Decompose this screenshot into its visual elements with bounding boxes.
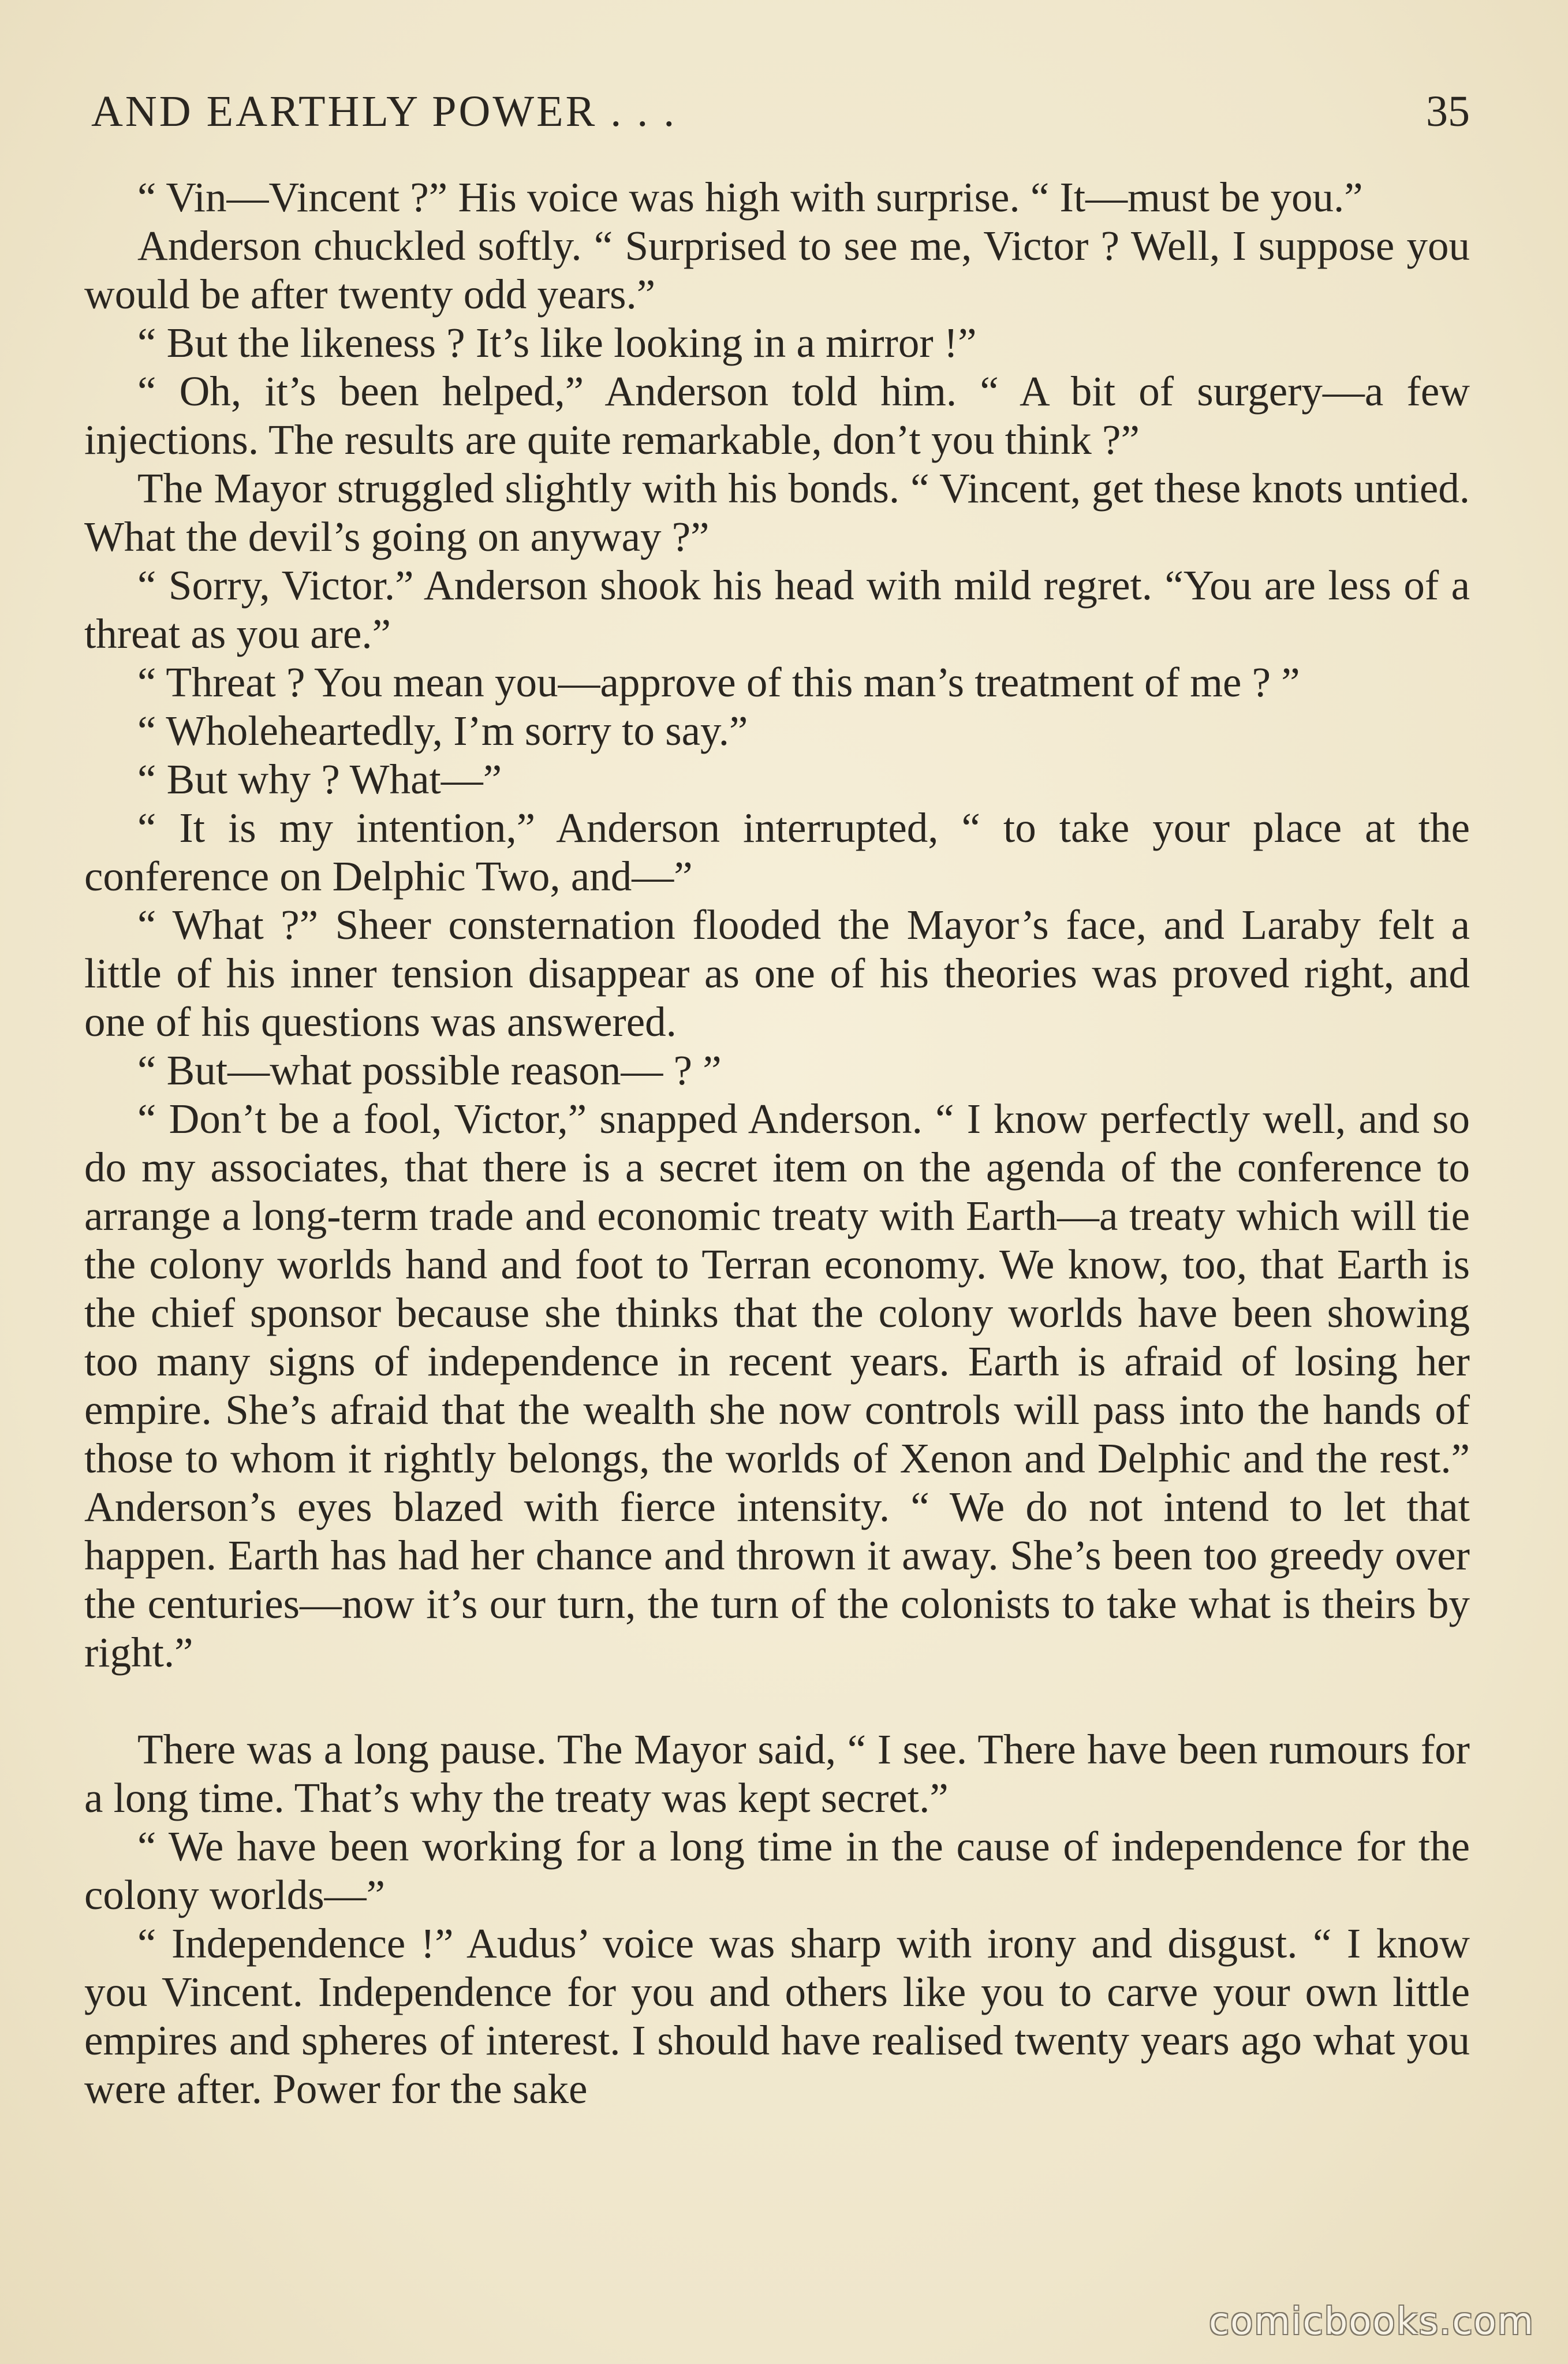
paragraph: “ We have been working for a long time in the cause of independence for the colony worlds—”	[84, 1823, 1470, 1918]
paragraph: “ Vin—Vincent ?” His voice was high with surprise. “ It—must be you.”	[137, 174, 1363, 221]
page-header	[91, 80, 1470, 143]
paragraph: There was a long pause. The Mayor said, “ I see. There have been rumours for a long time. That’s why the treaty was kept secret.”	[84, 1726, 1470, 1821]
paragraph: “ But why ? What—”	[137, 756, 502, 803]
paragraph: “ Threat ? You mean you—approve of this man’s treatment of me ? ”	[137, 659, 1300, 706]
paragraph: Anderson chuckled softly. “ Surprised to see me, Victor ? Well, I suppose you would be after twenty odd years.”	[84, 222, 1470, 318]
body-text	[84, 173, 1470, 2113]
paragraph: “ But the likeness ? It’s like looking in a mirror !”	[137, 319, 977, 366]
paragraph: “ But—what possible reason— ? ”	[137, 1047, 722, 1094]
paragraph: “ Don’t be a fool, Victor,” snapped Anderson. “ I know perfectly well, and so do my associates, that there is a secret item on the agenda of the conference to arrange a long-term trade and economic treaty with Earth—a treaty which will tie the colony worlds hand and foot to Terran economy. We know, too, that Earth is the chief sponsor because she thinks that the colony worlds have been showing too many signs of independence in recent years. Earth is afraid of losing her empire. She’s afraid that the wealth she now controls will pass into the hands of those to whom it rightly belongs, the worlds of Xenon and Delphic and the rest.” Anderson’s eyes blazed with fierce intensity. “ We do not intend to let that happen. Earth has had her chance and thrown it away. She’s been too greedy over the centuries—now it’s our turn, the turn of the colonists to take what is theirs by right.”	[84, 1095, 1470, 1676]
paragraph: “ Oh, it’s been helped,” Anderson told him. “ A bit of surgery—a few injections. The results are quite remarkable, don’t you think ?”	[84, 368, 1470, 463]
watermark: comicbooks.com	[1208, 2300, 1535, 2343]
paragraph: “ Independence !” Audus’ voice was sharp with irony and disgust. “ I know you Vincent. Independence for you and others like you to carve your own little empires and spheres of interest. I should have realised twenty years ago what you were after. Power for the sake	[84, 1920, 1470, 2112]
paragraph: “ Wholeheartedly, I’m sorry to say.”	[137, 707, 748, 754]
running-head: AND EARTHLY POWER . . .	[91, 87, 677, 136]
page-number: 35	[1426, 87, 1470, 136]
paragraph: “ What ?” Sheer consternation flooded the Mayor’s face, and Laraby felt a little of his inner tension disappear as one of his theories was proved right, and one of his questions was answered.	[84, 901, 1470, 1045]
paragraph: “ Sorry, Victor.” Anderson shook his head with mild regret. “You are less of a threat as you are.”	[84, 562, 1470, 657]
paragraph: The Mayor struggled slightly with his bonds. “ Vincent, get these knots untied. What the devil’s going on anyway ?”	[84, 465, 1470, 560]
paragraph: “ It is my intention,” Anderson interrupted, “ to take your place at the conference on Delphic Two, and—”	[84, 804, 1470, 900]
